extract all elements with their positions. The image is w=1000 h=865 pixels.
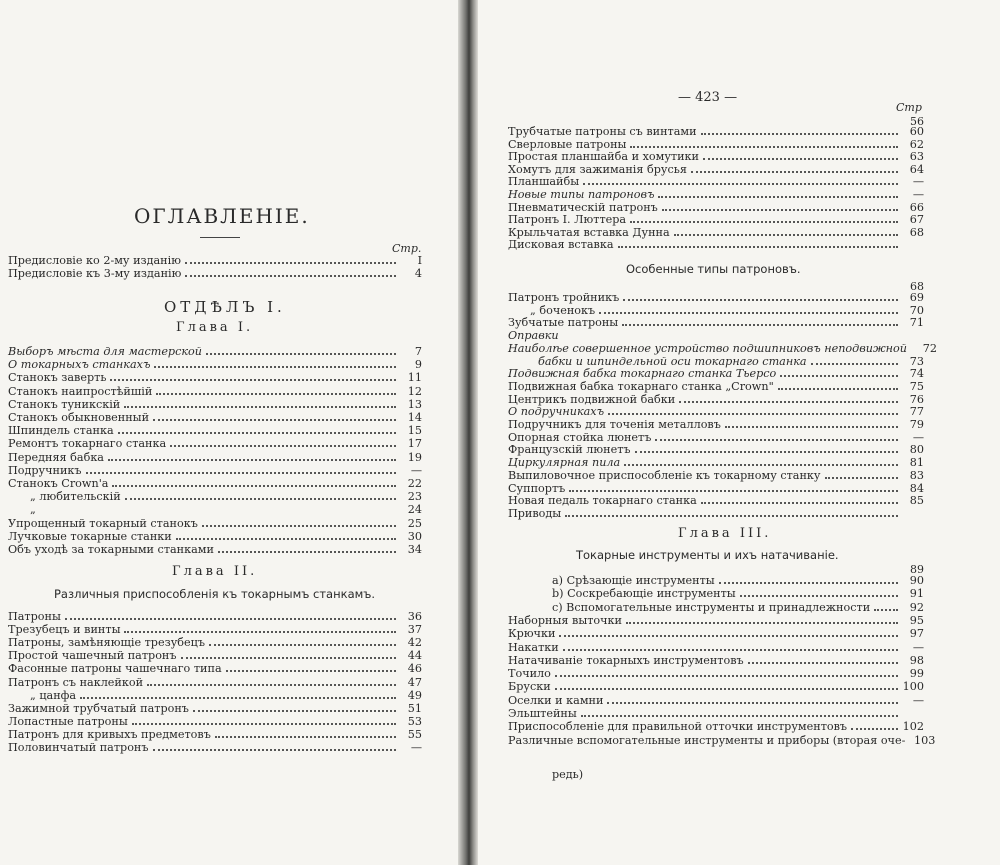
toc-entry-title: Сверловые патроны xyxy=(508,137,627,151)
dot-leader xyxy=(658,196,898,198)
dot-leader xyxy=(569,490,898,492)
toc-entry xyxy=(508,316,924,329)
toc-entry xyxy=(508,641,924,654)
dot-leader xyxy=(185,262,396,264)
toc-entry-page: 73 xyxy=(909,354,924,368)
toc-entry xyxy=(538,355,924,368)
toc-entry-title: „ xyxy=(30,503,36,517)
toc-entry-page: 4 xyxy=(414,267,422,280)
dot-leader xyxy=(811,363,898,365)
chapter2-title: Глава II. xyxy=(172,564,258,579)
toc-entry-title: Наиболѣе совершенное устройство подшипниковъ неподвижной xyxy=(508,341,907,355)
toc-entry xyxy=(8,358,422,371)
dot-leader xyxy=(780,375,898,377)
toc-entry-title: Эльштейны xyxy=(508,707,577,720)
dot-leader xyxy=(132,723,396,725)
toc-entry-page: 95 xyxy=(909,613,924,627)
toc-entry xyxy=(8,424,422,437)
toc-entry-title: Подвижная бабка токарнаго станка Тьерсо xyxy=(508,367,777,381)
toc-entry-page: 90 xyxy=(909,574,924,587)
toc-entry-page: 84 xyxy=(909,481,924,495)
toc-entry xyxy=(508,341,937,355)
toc-entry-title: Различные вспомогательные инструменты и приборы (вторая оче- xyxy=(508,733,906,747)
toc-entry xyxy=(8,662,422,675)
toc-entry-title: Новые типы патроновъ xyxy=(508,188,655,201)
toc-entry-title: Упрощенный токарный станокъ xyxy=(8,516,198,530)
toc-entry xyxy=(508,694,924,707)
dot-leader xyxy=(110,379,396,381)
dot-leader xyxy=(555,688,898,690)
toc-entry xyxy=(8,741,422,754)
toc-entry-title: Суппортъ xyxy=(508,481,566,495)
toc-entry xyxy=(508,238,924,251)
dot-leader xyxy=(778,388,898,390)
toc-entry xyxy=(8,543,422,556)
toc-entry xyxy=(552,587,924,600)
toc-entry-title: Накатки xyxy=(508,640,559,654)
toc-entry xyxy=(8,437,422,450)
toc-entry-page: 81 xyxy=(909,456,924,470)
dot-leader xyxy=(202,525,396,527)
dot-leader xyxy=(618,246,898,248)
toc-entry xyxy=(8,345,422,358)
dot-leader xyxy=(874,609,898,611)
right-page xyxy=(478,0,1000,865)
dot-leader xyxy=(583,183,898,185)
toc-title: ОГЛАВЛЕНІЕ. xyxy=(134,204,310,228)
toc-entry-page: 68 xyxy=(909,225,924,239)
dot-leader xyxy=(153,749,396,751)
toc-entry xyxy=(30,490,422,503)
toc-entry-title: Трубчатые патроны съ винтами xyxy=(508,125,697,138)
dot-leader xyxy=(112,485,396,487)
toc-entry xyxy=(30,503,422,516)
dot-leader xyxy=(626,622,898,624)
chapter3-subtitle: Токарные инструменты и ихъ натачиваніе. xyxy=(576,548,839,562)
toc-entry-page: — xyxy=(410,741,422,754)
dot-leader xyxy=(193,710,396,712)
toc-entry-page: 80 xyxy=(909,443,924,457)
toc-entry-page: 75 xyxy=(909,379,924,393)
toc-entry-title: бабки и шпиндельной оси токарнаго станка xyxy=(538,354,807,368)
toc-entry xyxy=(8,464,422,477)
toc-entry-page: 72 xyxy=(922,341,937,355)
toc-entry-page: 85 xyxy=(909,494,924,508)
title-rule xyxy=(200,237,240,238)
dot-leader xyxy=(622,324,898,326)
dot-leader xyxy=(691,171,898,173)
toc-entry-title: Фасонные патроны чашечнаго типа xyxy=(8,662,222,676)
toc-entry-title: Планшайбы xyxy=(508,175,580,189)
dot-leader xyxy=(218,551,396,553)
toc-entry xyxy=(508,150,924,163)
dot-leader xyxy=(185,275,396,277)
toc-entry-page: — xyxy=(912,693,924,707)
toc-entry-title: Простой чашечный патронъ xyxy=(8,649,177,663)
toc-entry-title: Подвижная бабка токарнаго станка „Crown" xyxy=(508,379,774,393)
toc-entry xyxy=(508,188,924,201)
toc-entry-page: 79 xyxy=(909,418,924,431)
toc-entry-page: 53 xyxy=(407,714,422,728)
toc-entry-page: 74 xyxy=(909,367,924,381)
dot-leader xyxy=(674,234,898,236)
toc-entry-page: 63 xyxy=(909,150,924,164)
toc-entry-title: Подручникъ для точенія металловъ xyxy=(508,418,721,431)
toc-entry-page: 36 xyxy=(407,610,422,623)
toc-entry-page: 44 xyxy=(407,649,422,663)
toc-entry-page: 47 xyxy=(407,675,422,689)
toc-entry-title: Предисловіе къ 3-му изданію xyxy=(8,267,182,280)
toc-entry-page: 42 xyxy=(407,636,422,650)
toc-entry-title: Патроны xyxy=(8,610,61,623)
toc-entry xyxy=(508,707,924,720)
special-subtitle: Особенные типы патроновъ. xyxy=(626,262,801,276)
toc-entry xyxy=(8,623,422,636)
dot-leader xyxy=(630,221,898,223)
toc-entry xyxy=(552,574,924,587)
dot-leader xyxy=(662,209,898,211)
toc-entry-title: О токарныхъ станкахъ xyxy=(8,358,151,372)
toc-entry-page: 23 xyxy=(407,490,422,504)
toc-entry-page: 100 xyxy=(902,680,924,694)
toc-entry-title: Пневматическій патронъ xyxy=(508,200,658,214)
toc-entry-page: — xyxy=(912,640,924,654)
toc-entry-page: — xyxy=(410,463,422,477)
str-label: Стр. xyxy=(392,242,422,255)
toc-entry-title: Бруски xyxy=(508,680,551,694)
toc-entry xyxy=(508,367,924,380)
toc-entry-title: Французскій люнетъ xyxy=(508,443,631,457)
toc-entry-title: Лопастные патроны xyxy=(8,714,128,728)
toc-entry xyxy=(508,443,924,456)
toc-entry xyxy=(508,138,924,151)
toc-entry-page: 49 xyxy=(407,688,422,702)
toc-entry-title: Половинчатый патронъ xyxy=(8,741,149,754)
toc-entry xyxy=(508,614,924,627)
toc-entry xyxy=(8,676,422,689)
toc-entry xyxy=(508,654,924,667)
dot-leader xyxy=(581,715,898,717)
toc-entry xyxy=(508,482,924,495)
toc-entry xyxy=(552,601,924,614)
toc-entry-title: Выборъ мѣста для мастерской xyxy=(8,345,202,358)
toc-entry xyxy=(530,304,924,317)
dot-leader xyxy=(608,413,898,415)
toc-entry-page: 9 xyxy=(414,358,422,372)
toc-entry-page: 24 xyxy=(407,503,422,517)
dot-leader xyxy=(147,684,396,686)
dot-leader xyxy=(226,670,396,672)
toc-entry xyxy=(508,418,924,431)
str-label-right: Стр xyxy=(896,101,922,114)
toc-entry-page: 15 xyxy=(407,424,422,438)
toc-entry xyxy=(8,451,422,464)
dot-leader xyxy=(679,401,898,403)
toc-entry xyxy=(508,627,924,640)
block2-top-page: 68 xyxy=(910,280,924,293)
toc-entry-page: 103 xyxy=(914,733,936,747)
dot-leader xyxy=(719,582,898,584)
toc-entry xyxy=(8,477,422,490)
toc-entry-title: Станокъ наипростѣйшій xyxy=(8,384,153,398)
toc-entry xyxy=(508,494,924,507)
toc-entry-title: Лучковые токарные станки xyxy=(8,529,172,543)
toc-entry xyxy=(508,393,924,406)
dot-leader xyxy=(170,445,396,447)
toc-entry-title: Станокъ туникскій xyxy=(8,397,121,411)
toc-entry-title: Станокъ обыкновенный xyxy=(8,411,150,424)
toc-entry xyxy=(8,371,422,384)
toc-entry-title: „ цанфа xyxy=(30,688,77,702)
toc-entry-title: Наборныя выточки xyxy=(508,613,623,627)
toc-entry-page: 71 xyxy=(909,316,924,330)
dot-leader xyxy=(630,146,898,148)
dot-leader xyxy=(851,728,898,730)
toc-entry-title: Новая педаль токарнаго станка xyxy=(508,494,697,508)
toc-entry xyxy=(508,456,924,469)
toc-entry-page: 97 xyxy=(909,627,924,641)
dot-leader xyxy=(215,736,396,738)
toc-entry-page: I xyxy=(417,254,422,267)
toc-entry-page: 17 xyxy=(407,437,422,451)
dot-leader xyxy=(559,635,898,637)
toc-entry-title: a) Срѣзающіе инструменты xyxy=(552,574,715,587)
last-continuation: редь) xyxy=(552,768,584,781)
toc-entry-page: 76 xyxy=(909,392,924,406)
toc-entry-page: 99 xyxy=(909,667,924,681)
toc-entry xyxy=(8,517,422,530)
toc-entry xyxy=(8,610,422,623)
toc-entry-title: Трезубецъ и винты xyxy=(8,623,121,637)
toc-entry xyxy=(508,380,924,393)
toc-entry xyxy=(30,689,422,702)
toc-entry-title: Патронъ съ наклейкой xyxy=(8,675,144,689)
toc-entry-title: Центрикъ подвижной бабки xyxy=(508,392,676,406)
toc-entry xyxy=(508,329,924,342)
dot-leader xyxy=(154,366,396,368)
toc-entry-page: 69 xyxy=(909,291,924,304)
toc-entry-title: „ любительскій xyxy=(30,490,121,504)
toc-entry-page: 60 xyxy=(909,125,924,138)
toc-entry-page: 22 xyxy=(407,477,422,490)
dot-leader xyxy=(635,451,898,453)
toc-entry xyxy=(508,733,936,747)
dot-leader xyxy=(65,618,396,620)
toc-entry-title: Оправки xyxy=(508,329,559,343)
toc-entry xyxy=(8,267,422,280)
dot-leader xyxy=(725,426,898,428)
dot-leader xyxy=(748,662,898,664)
toc-entry-title: Патронъ для кривыхъ предметовъ xyxy=(8,727,211,741)
toc-entry-page: — xyxy=(912,175,924,189)
toc-entry-title: Передняя бабка xyxy=(8,450,104,464)
block1-top-page: 56 xyxy=(910,115,924,128)
page-number: — 423 — xyxy=(678,90,738,105)
toc-entry xyxy=(508,125,924,138)
dot-leader xyxy=(206,353,396,355)
toc-entry-page: 13 xyxy=(407,397,422,411)
dot-leader xyxy=(153,419,396,421)
toc-entry-title: Крючки xyxy=(508,627,556,641)
toc-entry-title: c) Вспомогательные инструменты и принадлежности xyxy=(552,600,871,614)
dot-leader xyxy=(181,657,396,659)
dot-leader xyxy=(124,406,396,408)
toc-entry xyxy=(8,530,422,543)
toc-entry xyxy=(8,728,422,741)
toc-entry-page: 92 xyxy=(909,600,924,614)
toc-entry-title: Циркулярная пила xyxy=(508,456,621,470)
toc-entry-title: Опорная стойка люнетъ xyxy=(508,430,652,444)
toc-entry xyxy=(508,163,924,176)
toc-entry-page: 46 xyxy=(407,662,422,676)
toc-entry-title: Хомутъ для зажиманія брусья xyxy=(508,162,687,176)
toc-entry xyxy=(508,405,924,418)
toc-entry-title: Приспособленіе для правильной отточки инструментовъ xyxy=(508,720,848,734)
toc-entry xyxy=(8,649,422,662)
chapter1-title: Глава I. xyxy=(176,320,254,335)
toc-entry-page: 64 xyxy=(909,162,924,176)
dot-leader xyxy=(701,502,898,504)
toc-entry-title: Патронъ тройникъ xyxy=(508,291,620,304)
dot-leader xyxy=(555,675,898,677)
toc-entry-page: 62 xyxy=(909,137,924,151)
dot-leader xyxy=(563,649,898,651)
toc-entry xyxy=(508,291,924,304)
chapter2-subtitle: Различныя приспособленія къ токарнымъ станкамъ. xyxy=(54,587,376,601)
book-gutter xyxy=(458,0,478,865)
toc-entry-title: Зажимной трубчатый патронъ xyxy=(8,701,189,715)
dot-leader xyxy=(565,515,898,517)
toc-entry xyxy=(8,398,422,411)
toc-entry-title: Станокъ заверть xyxy=(8,371,107,385)
dot-leader xyxy=(86,472,396,474)
dot-leader xyxy=(599,312,898,314)
toc-entry-title: Простая планшайба и хомутики xyxy=(508,150,700,164)
toc-entry-page: 37 xyxy=(407,623,422,637)
toc-entry-page: 25 xyxy=(407,516,422,530)
toc-entry-page: 7 xyxy=(414,345,422,358)
toc-entry-title: Точило xyxy=(508,667,551,681)
toc-entry-title: Объ уходѣ за токарными станками xyxy=(8,543,214,556)
toc-entry-page: — xyxy=(912,188,924,201)
toc-entry xyxy=(508,507,924,520)
toc-entry-title: О подручникахъ xyxy=(508,405,605,419)
toc-entry xyxy=(508,680,924,693)
toc-entry-page: 70 xyxy=(909,303,924,317)
left-page xyxy=(0,0,458,865)
dot-leader xyxy=(118,432,396,434)
toc-entry xyxy=(8,254,422,267)
toc-entry-page: 83 xyxy=(909,468,924,482)
chapter3-top-page: 89 xyxy=(910,563,924,576)
toc-entry xyxy=(508,431,924,444)
toc-entry xyxy=(508,720,924,733)
toc-entry-title: Патроны, замѣняющіе трезубецъ xyxy=(8,636,205,650)
dot-leader xyxy=(701,133,898,135)
toc-entry-page: 67 xyxy=(909,213,924,227)
chapter3-title: Глава III. xyxy=(678,526,772,541)
toc-entry-title: Зубчатые патроны xyxy=(508,316,619,330)
dot-leader xyxy=(623,299,898,301)
dot-leader xyxy=(655,439,898,441)
toc-entry-title: Предисловіе ко 2-му изданію xyxy=(8,254,181,267)
toc-entry xyxy=(508,667,924,680)
toc-entry-page: 14 xyxy=(407,411,422,424)
toc-entry-page: 66 xyxy=(909,200,924,214)
toc-entry-title: Натачиваніе токарныхъ инструментовъ xyxy=(508,653,744,667)
toc-entry-title: Дисковая вставка xyxy=(508,238,614,252)
dot-leader xyxy=(124,631,396,633)
dot-leader xyxy=(108,459,396,461)
toc-entry xyxy=(508,175,924,188)
toc-entry-title: Патронъ І. Люттера xyxy=(508,213,627,227)
toc-entry xyxy=(508,469,924,482)
toc-entry-page: 51 xyxy=(407,701,422,715)
toc-entry-page: 11 xyxy=(407,371,422,385)
dot-leader xyxy=(825,477,899,479)
toc-entry-title: Подручникъ xyxy=(8,463,82,477)
dot-leader xyxy=(80,697,396,699)
toc-entry-page: 98 xyxy=(909,653,924,667)
toc-entry-title: Шпиндель станка xyxy=(8,424,114,438)
toc-entry xyxy=(508,213,924,226)
toc-entry xyxy=(8,636,422,649)
toc-entry xyxy=(8,411,422,424)
toc-entry-title: „ боченокъ xyxy=(530,303,596,317)
toc-entry xyxy=(8,385,422,398)
toc-entry xyxy=(508,226,924,239)
toc-entry-title: Выпиловочное приспособленіе къ токарному станку xyxy=(508,468,821,482)
toc-entry-title: Оселки и камни xyxy=(508,693,604,707)
toc-entry-page: 77 xyxy=(909,405,924,419)
dot-leader xyxy=(125,498,396,500)
toc-entry xyxy=(8,715,422,728)
dot-leader xyxy=(156,393,396,395)
dot-leader xyxy=(176,538,396,540)
dot-leader xyxy=(740,595,898,597)
section-title: ОТДѢЛЪ I. xyxy=(164,298,286,316)
toc-entry-page: 30 xyxy=(407,529,422,543)
toc-entry-title: Крыльчатая вставка Дунна xyxy=(508,225,670,239)
toc-entry-page: 34 xyxy=(407,543,422,556)
toc-entry-page: 19 xyxy=(407,450,422,464)
toc-entry-page: 102 xyxy=(902,720,924,734)
toc-entry-title: Станокъ Crown'а xyxy=(8,477,109,490)
dot-leader xyxy=(209,644,396,646)
toc-entry-page: 91 xyxy=(909,587,924,601)
toc-entry-page: 55 xyxy=(407,727,422,741)
toc-entry-title: Приводы xyxy=(508,506,562,520)
toc-entry xyxy=(508,201,924,214)
toc-entry xyxy=(8,702,422,715)
toc-entry-page: 12 xyxy=(407,384,422,398)
toc-entry-title: Ремонтъ токарнаго станка xyxy=(8,437,167,451)
dot-leader xyxy=(703,158,898,160)
toc-entry-title: b) Соскребающіе инструменты xyxy=(552,587,736,601)
dot-leader xyxy=(624,464,898,466)
dot-leader xyxy=(607,702,898,704)
toc-entry-page: — xyxy=(912,430,924,444)
